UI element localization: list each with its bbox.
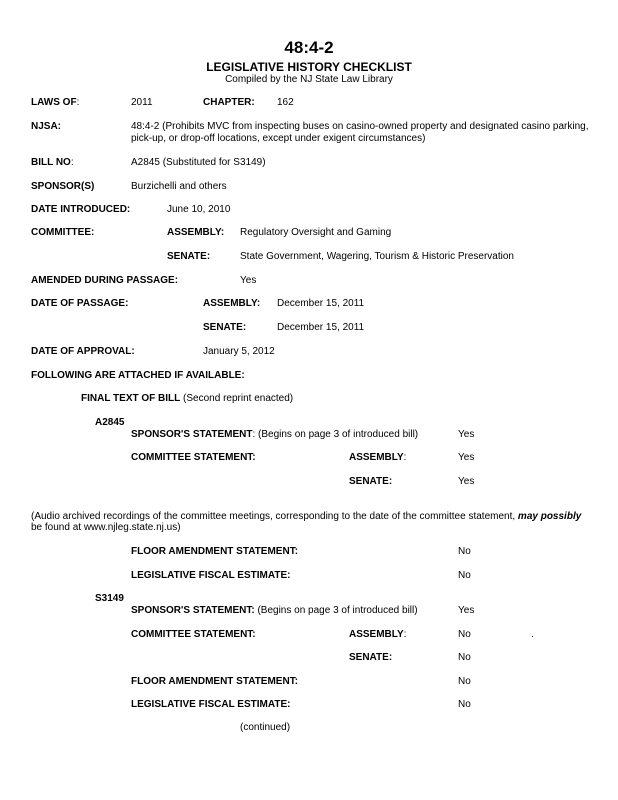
a2845-committee-label: COMMITTEE STATEMENT: (131, 452, 256, 463)
bill-no-value: A2845 (Substituted for S3149) (131, 157, 266, 168)
laws-of-label (31, 97, 79, 108)
njsa-label: NJSA: (31, 121, 62, 132)
s3149-assembly-value: No (458, 629, 471, 640)
chapter-label: CHAPTER: (203, 97, 255, 108)
passage-senate-label: SENATE: (203, 322, 247, 333)
committee-assembly-label: ASSEMBLY: (167, 227, 225, 238)
a2845-sponsor-line (131, 429, 418, 440)
s3149-sponsor-note: (Begins on page 3 of introduced bill) (254, 605, 418, 616)
audio-note-emphasis: may possibly (517, 511, 582, 522)
date-of-approval-value: January 5, 2012 (203, 346, 275, 357)
audio-note-line-1 (31, 511, 581, 522)
sponsors-value: Burzichelli and others (131, 181, 227, 192)
a2845-sponsor-note: : (Begins on page 3 of introduced bill) (252, 429, 419, 440)
s3149-senate-label: SENATE: (349, 652, 393, 663)
s3149-sponsor-line (131, 605, 418, 616)
passage-assembly-value: December 15, 2011 (277, 298, 365, 309)
amended-label: AMENDED DURING PASSAGE: (31, 275, 179, 286)
sponsors-label: SPONSOR(S) (31, 181, 95, 192)
bill-no-label (31, 157, 74, 168)
final-text-note: (Second reprint enacted) (180, 393, 294, 404)
s3149-senate-value: No (458, 652, 471, 663)
date-introduced-value: June 10, 2010 (167, 204, 231, 215)
a2845-assembly-label: ASSEMBLY (349, 452, 404, 463)
s3149-fiscal-label: LEGISLATIVE FISCAL ESTIMATE: (131, 699, 291, 710)
s3149-fiscal-value: No (458, 699, 471, 710)
s3149-bill-label: S3149 (95, 593, 124, 604)
passage-assembly-label: ASSEMBLY: (203, 298, 261, 309)
compiled-by: Compiled by the NJ State Law Library (225, 74, 393, 85)
njsa-line-1: 48:4-2 (Prohibits MVC from inspecting buses on casino-owned property and designated casino parking, (131, 121, 589, 132)
s3149-floor-value: No (458, 676, 471, 687)
s3149-assembly-label: ASSEMBLY (349, 629, 404, 640)
audio-note-line-2: be found at www.njleg.state.nj.us) (31, 522, 181, 533)
laws-of-label-text: LAWS OF (31, 97, 77, 108)
chapter-value: 162 (277, 97, 294, 108)
date-introduced-label: DATE INTRODUCED: (31, 204, 131, 215)
a2845-assembly-label-line (349, 452, 406, 463)
final-text-line (81, 393, 293, 404)
committee-senate-label: SENATE: (167, 251, 211, 262)
a2845-assembly-value: Yes (458, 452, 475, 463)
continued-note: (continued) (240, 722, 291, 733)
stray-dot: . (531, 629, 534, 640)
njsa-line-2: pick-up, or drop-off locations, except under exigent circumstances) (131, 133, 426, 144)
laws-of-colon: : (76, 97, 80, 108)
a2845-senate-value: Yes (458, 476, 475, 487)
bill-no-label-text: BILL NO (31, 157, 71, 168)
attached-heading: FOLLOWING ARE ATTACHED IF AVAILABLE: (31, 370, 245, 381)
laws-of-year: 2011 (131, 97, 153, 108)
committee-senate-value: State Government, Wagering, Tourism & Historic Preservation (240, 251, 514, 262)
a2845-floor-value: No (458, 546, 471, 557)
passage-senate-value: December 15, 2011 (277, 322, 365, 333)
date-of-approval-label: DATE OF APPROVAL: (31, 346, 135, 357)
s3149-assembly-label-line (349, 629, 406, 640)
a2845-fiscal-label: LEGISLATIVE FISCAL ESTIMATE: (131, 570, 291, 581)
a2845-assembly-colon: : (403, 452, 407, 463)
a2845-fiscal-value: No (458, 570, 471, 581)
final-text-label: FINAL TEXT OF BILL (81, 393, 181, 404)
checklist-title: LEGISLATIVE HISTORY CHECKLIST (206, 60, 412, 74)
committee-assembly-value: Regulatory Oversight and Gaming (240, 227, 392, 238)
amended-value: Yes (240, 275, 257, 286)
date-of-passage-label: DATE OF PASSAGE: (31, 298, 129, 309)
s3149-committee-label: COMMITTEE STATEMENT: (131, 629, 256, 640)
s3149-assembly-colon: : (403, 629, 407, 640)
a2845-sponsor-label: SPONSOR'S STATEMENT (131, 429, 253, 440)
s3149-sponsor-value: Yes (458, 605, 475, 616)
committee-label: COMMITTEE: (31, 227, 95, 238)
a2845-floor-label: FLOOR AMENDMENT STATEMENT: (131, 546, 299, 557)
law-number: 48:4-2 (284, 38, 334, 57)
s3149-floor-label: FLOOR AMENDMENT STATEMENT: (131, 676, 299, 687)
audio-note-text: (Audio archived recordings of the committee meetings, corresponding to the date of the committee statement, (31, 511, 518, 522)
a2845-sponsor-value: Yes (458, 429, 475, 440)
s3149-sponsor-label: SPONSOR'S STATEMENT: (131, 605, 255, 616)
a2845-bill-label: A2845 (95, 417, 125, 428)
a2845-senate-label: SENATE: (349, 476, 393, 487)
bill-no-colon: : (70, 157, 74, 168)
